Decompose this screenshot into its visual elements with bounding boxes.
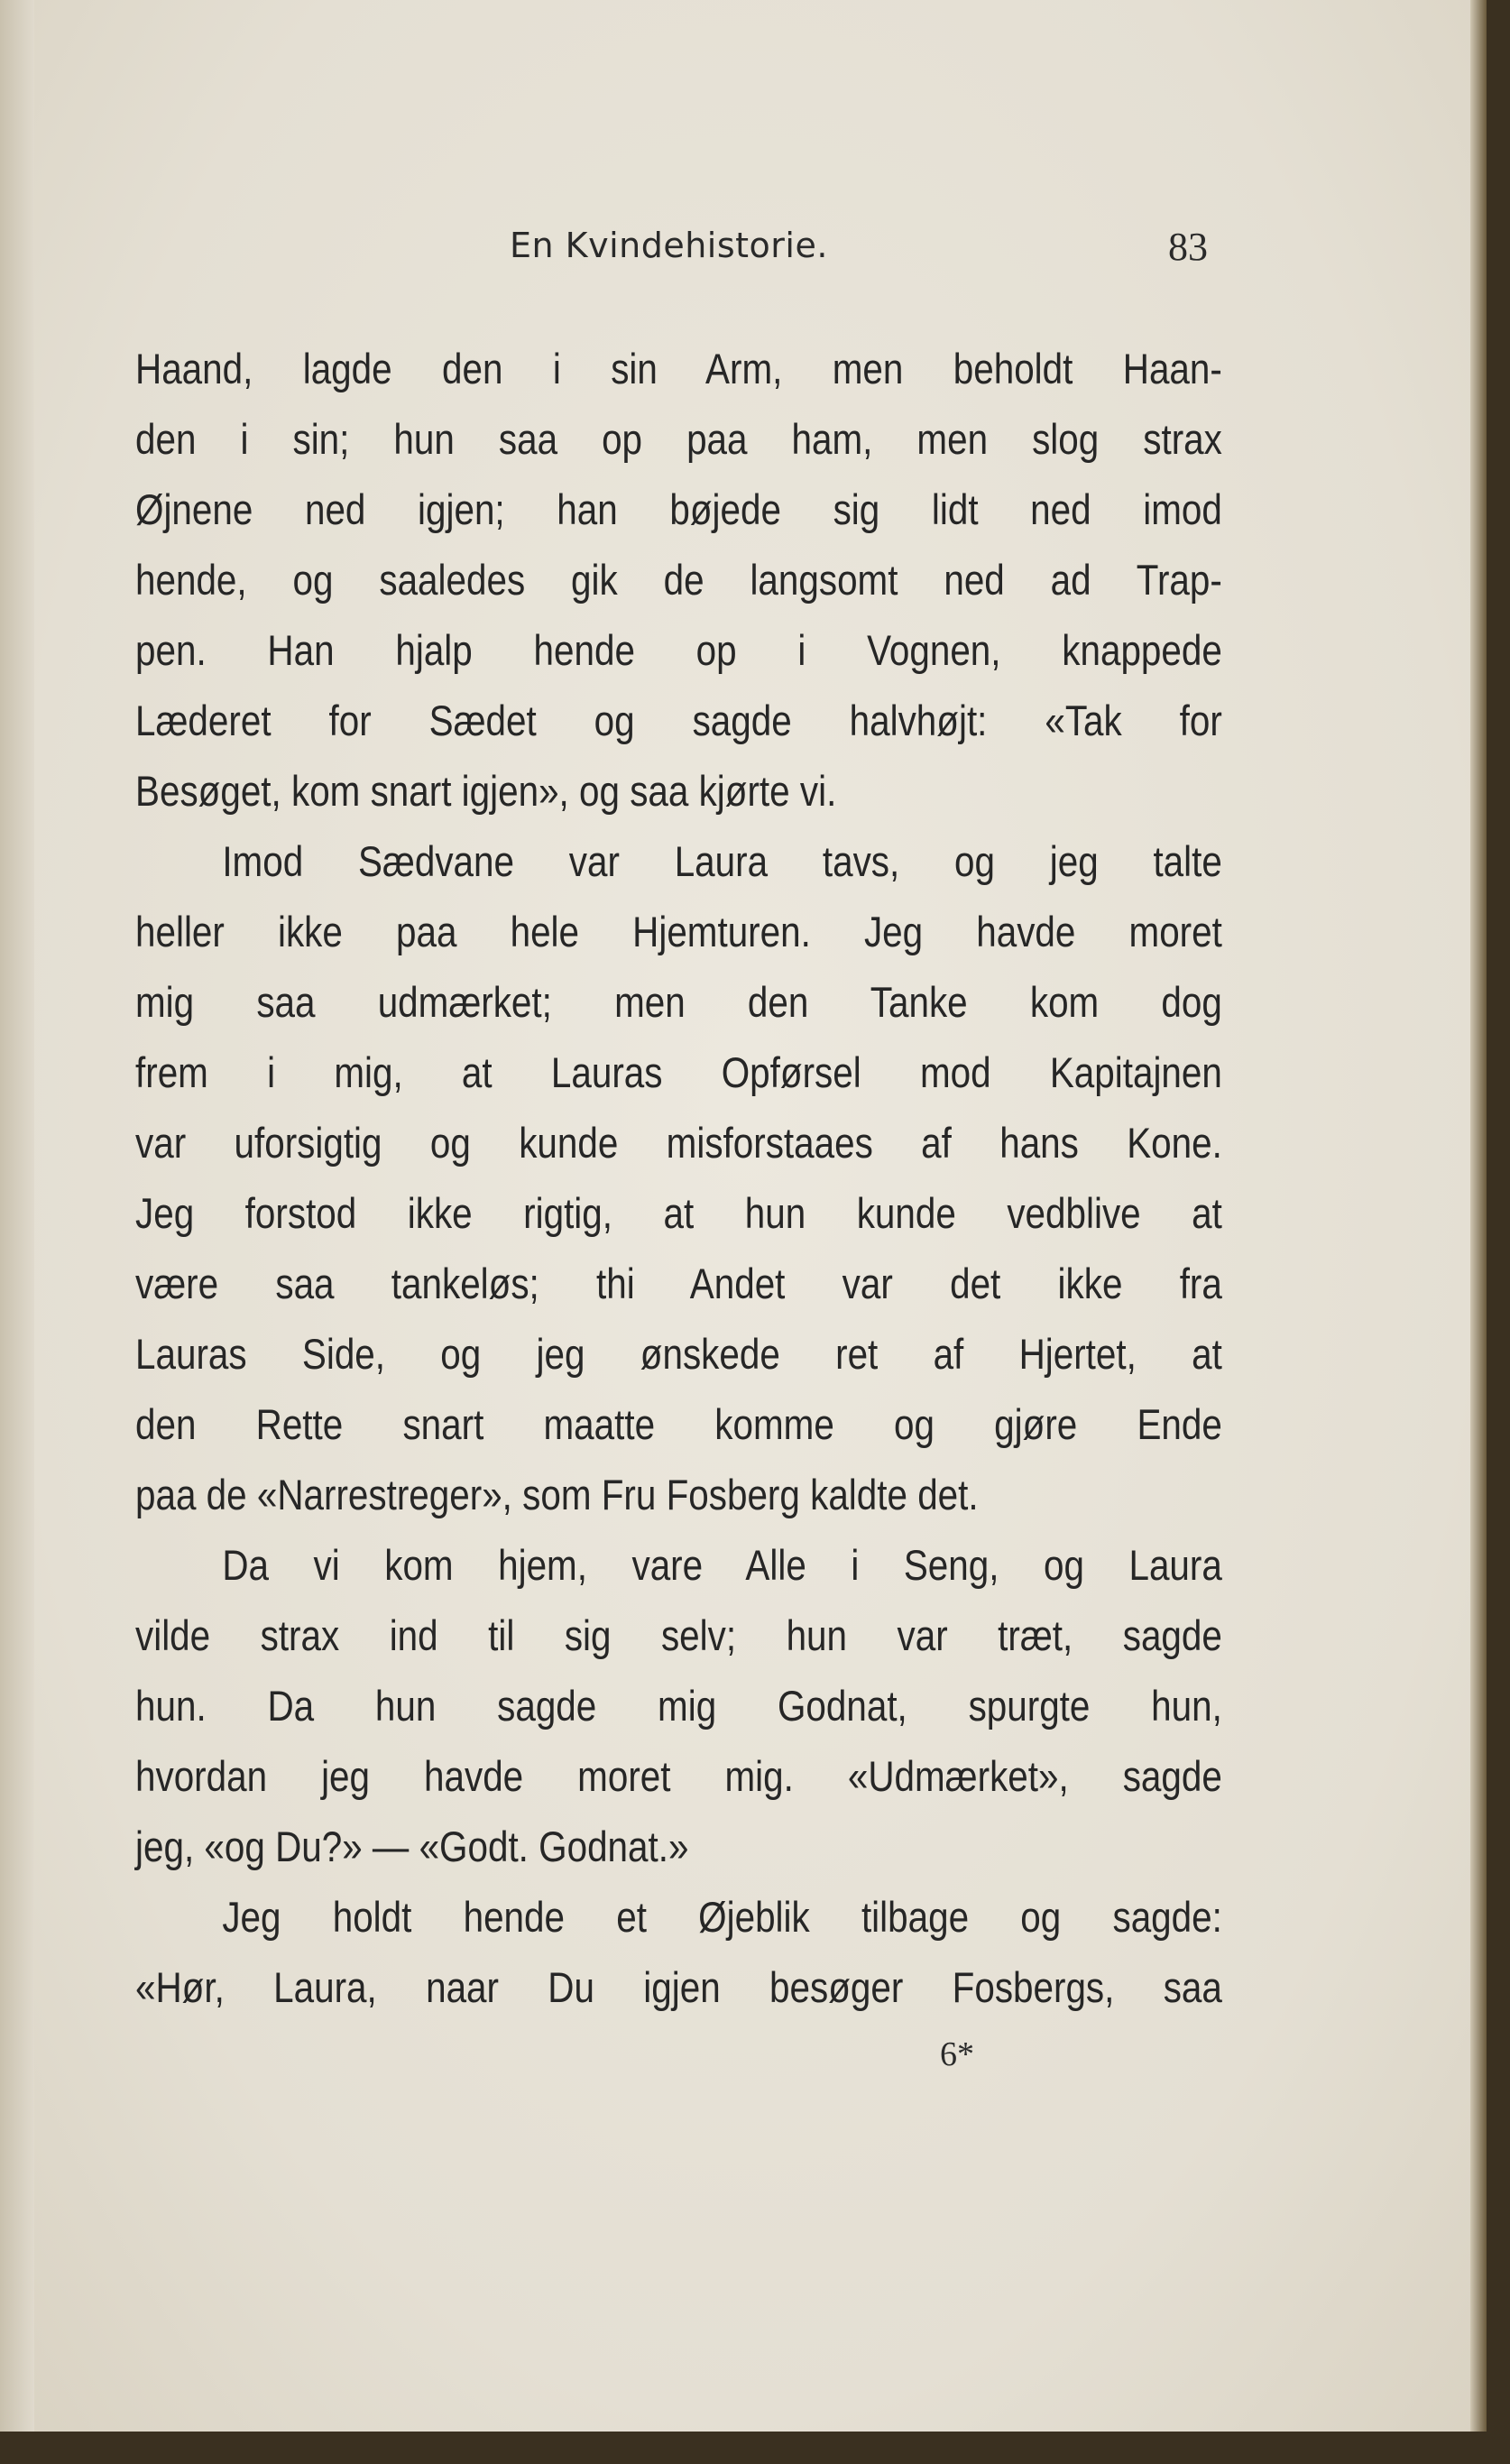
body-text xyxy=(135,334,1222,2023)
text-line: være saa tankeløs; thi Andet var det ikke fra xyxy=(135,1260,1222,1307)
text-line: «Hør, Laura, naar Du igjen besøger Fosbergs, saa xyxy=(135,1963,1222,2011)
running-title: En Kvindehistorie. xyxy=(510,226,828,265)
text-line: Jeg forstod ikke rigtig, at hun kunde vedblive at xyxy=(135,1189,1222,1237)
text-line: Haand, lagde den i sin Arm, men beholdt Haan- xyxy=(135,345,1222,392)
page-number: 83 xyxy=(1168,225,1208,269)
text-line: Da vi kom hjem, vare Alle i Seng, og Laura xyxy=(222,1541,1222,1589)
text-line: hun. Da hun sagde mig Godnat, spurgte hun, xyxy=(135,1682,1222,1730)
text-line: pen. Han hjalp hende op i Vognen, knappede xyxy=(135,626,1222,674)
text-line: Besøget, kom snart igjen», og saa kjørte vi. xyxy=(135,767,837,815)
text-line: Jeg holdt hende et Øjeblik tilbage og sagde: xyxy=(222,1893,1222,1941)
text-line: vilde strax ind til sig selv; hun var træt, sagde xyxy=(135,1611,1222,1659)
text-line: heller ikke paa hele Hjemturen. Jeg havde moret xyxy=(135,908,1222,955)
text-line: paa de «Narrestreger», som Fru Fosberg kaldte det. xyxy=(135,1471,979,1518)
text-line: den i sin; hun saa op paa ham, men slog strax xyxy=(135,415,1222,463)
text-line: Lauras Side, og jeg ønskede ret af Hjertet, at xyxy=(135,1330,1222,1378)
text-line: Læderet for Sædet og sagde halvhøjt: «Tak for xyxy=(135,697,1222,744)
signature-mark: 6* xyxy=(940,2035,974,2073)
text-line: den Rette snart maatte komme og gjøre Ende xyxy=(135,1400,1222,1448)
text-line: jeg, «og Du?» — «Godt. Godnat.» xyxy=(135,1823,689,1870)
text-line: hvordan jeg havde moret mig. «Udmærket», sagde xyxy=(135,1752,1222,1800)
text-line: mig saa udmærket; men den Tanke kom dog xyxy=(135,978,1222,1026)
text-line: hende, og saaledes gik de langsomt ned ad Trap- xyxy=(135,556,1222,604)
page-edge xyxy=(1470,0,1487,2432)
text-line: var uforsigtig og kunde misforstaaes af hans Kone. xyxy=(135,1119,1222,1167)
text-line: Imod Sædvane var Laura tavs, og jeg talte xyxy=(222,837,1222,885)
text-line: Øjnene ned igjen; han bøjede sig lidt ned imod xyxy=(135,485,1222,533)
text-line: frem i mig, at Lauras Opførsel mod Kapitajnen xyxy=(135,1048,1222,1096)
page-gutter xyxy=(0,0,34,2432)
